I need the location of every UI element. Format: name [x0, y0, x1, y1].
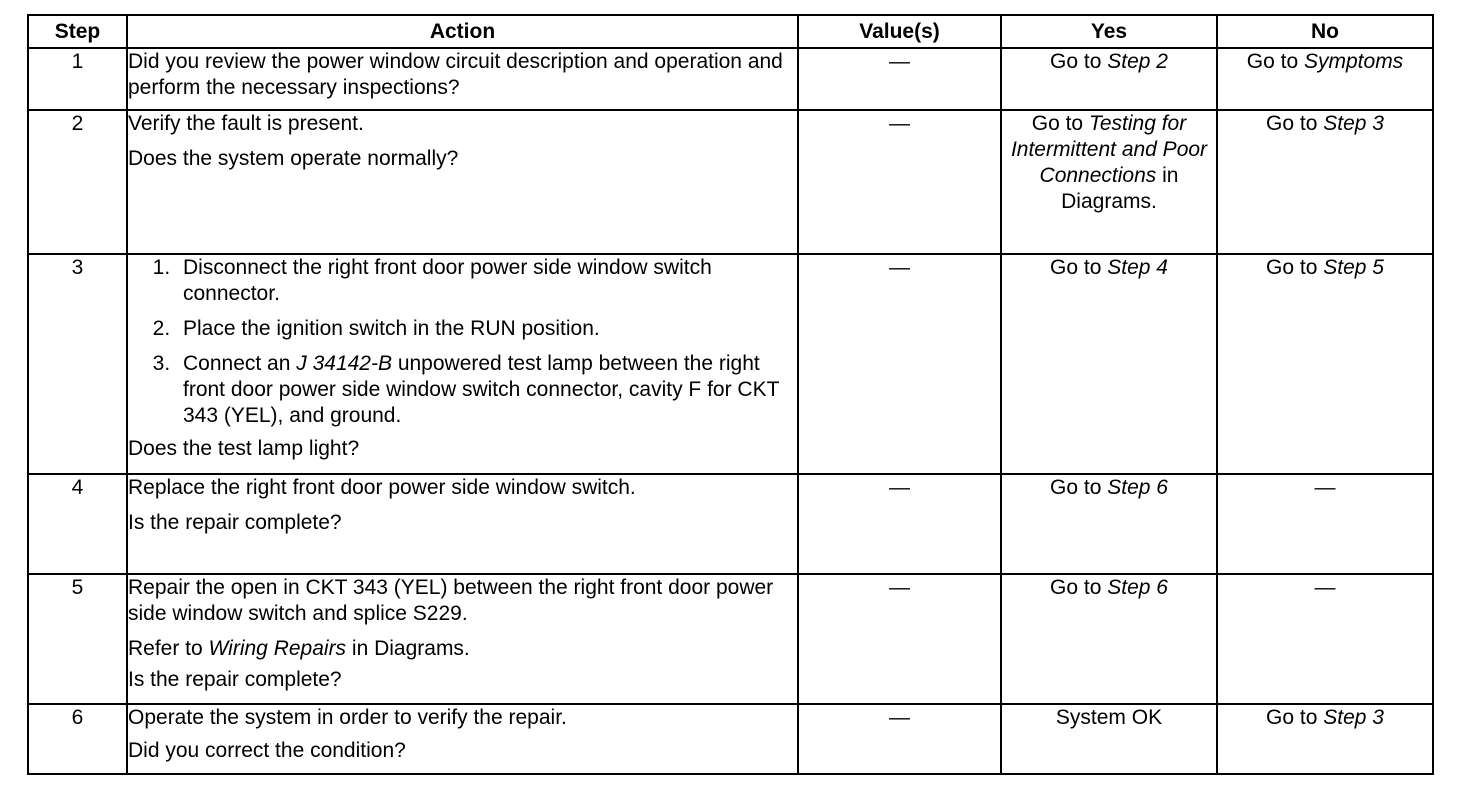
yes-step-link[interactable]: Step 6: [1107, 576, 1168, 599]
action-cell: [127, 254, 798, 474]
wiring-repairs-link[interactable]: Wiring Repairs: [208, 637, 347, 660]
step-number: 3: [28, 254, 127, 474]
no-prefix: Go to: [1266, 706, 1324, 729]
step-number: 6: [28, 704, 127, 774]
refer-prefix: Refer to: [128, 637, 209, 660]
header-row: [28, 15, 1433, 48]
yes-suffix: in Diagrams.: [1061, 164, 1179, 213]
list-item: 2. Place the ignition switch in the RUN position.: [176, 316, 797, 342]
yes-step-link[interactable]: Step 4: [1107, 256, 1168, 279]
action-question: Is the repair complete?: [128, 668, 342, 691]
procedure-list: [128, 255, 797, 429]
value-cell: —: [798, 474, 1001, 574]
action-question: Did you correct the condition?: [128, 739, 406, 762]
list-item-text: unpowered test lamp between the right front door power side window switch connector, cavity F for CKT 343 (YEL), and ground.: [183, 352, 780, 427]
step-number: 5: [28, 574, 127, 704]
action-text: Verify the fault is present.: [128, 112, 364, 135]
value-cell: —: [798, 574, 1001, 704]
yes-prefix: Go to: [1050, 256, 1108, 279]
header-yes: Yes: [1001, 15, 1217, 48]
no-cell: [1217, 704, 1433, 774]
action-question: Does the test lamp light?: [128, 437, 360, 460]
action-text: Operate the system in order to verify the repair.: [128, 706, 567, 729]
table-row-step-6: [28, 704, 1433, 774]
action-cell: [127, 474, 798, 574]
diagnostic-table: [27, 14, 1434, 775]
table-row-step-5: [28, 574, 1433, 704]
header-step: Step: [28, 15, 127, 48]
tool-number: J 34142-B: [296, 352, 392, 375]
no-cell: [1217, 254, 1433, 474]
no-prefix: Go to: [1266, 256, 1324, 279]
header-no: No: [1217, 15, 1433, 48]
no-step-link[interactable]: Step 3: [1323, 706, 1384, 729]
no-prefix: Go to: [1266, 112, 1324, 135]
list-item: [176, 351, 797, 429]
header-values: Value(s): [798, 15, 1001, 48]
list-item-text: Connect an: [183, 352, 297, 375]
no-symptoms-link[interactable]: Symptoms: [1304, 50, 1404, 73]
action-cell: [127, 110, 798, 254]
yes-prefix: Go to: [1050, 576, 1108, 599]
no-cell: —: [1217, 574, 1433, 704]
no-cell: —: [1217, 474, 1433, 574]
yes-cell: [1001, 574, 1217, 704]
list-item: 1. Disconnect the right front door power side window switch connector.: [176, 255, 797, 307]
action-text: Did you review the power window circuit description and operation and perform the necessary inspections?: [128, 50, 783, 99]
value-cell: —: [798, 48, 1001, 110]
value-cell: —: [798, 254, 1001, 474]
step-number: 4: [28, 474, 127, 574]
action-cell: [127, 704, 798, 774]
yes-cell: [1001, 254, 1217, 474]
table-row-step-1: [28, 48, 1433, 110]
yes-step-link[interactable]: Step 6: [1107, 476, 1168, 499]
yes-prefix: Go to: [1050, 50, 1108, 73]
no-step-link[interactable]: Step 3: [1323, 112, 1384, 135]
header-action: Action: [127, 15, 798, 48]
action-text: Repair the open in CKT 343 (YEL) between the right front door power side window switch and splice S229.: [128, 576, 774, 625]
action-text: Replace the right front door power side window switch.: [128, 476, 636, 499]
yes-cell: [1001, 474, 1217, 574]
yes-prefix: Go to: [1031, 112, 1089, 135]
value-cell: —: [798, 110, 1001, 254]
step-number: 2: [28, 110, 127, 254]
action-cell: [127, 48, 798, 110]
no-step-link[interactable]: Step 5: [1323, 256, 1384, 279]
action-question: Does the system operate normally?: [128, 147, 459, 170]
table-row-step-2: [28, 110, 1433, 254]
yes-cell: [1001, 48, 1217, 110]
no-cell: [1217, 110, 1433, 254]
table-row-step-3: [28, 254, 1433, 474]
refer-text: [128, 636, 797, 662]
no-prefix: Go to: [1246, 50, 1304, 73]
refer-suffix: in Diagrams.: [346, 637, 470, 660]
action-cell: [127, 574, 798, 704]
yes-prefix: Go to: [1050, 476, 1108, 499]
action-question: Is the repair complete?: [128, 511, 342, 534]
step-number: 1: [28, 48, 127, 110]
yes-cell: [1001, 110, 1217, 254]
yes-step-link[interactable]: Step 2: [1107, 50, 1168, 73]
yes-testing-link[interactable]: Testing for Intermittent and Poor Connections: [1010, 112, 1208, 187]
no-cell: [1217, 48, 1433, 110]
value-cell: —: [798, 704, 1001, 774]
table-row-step-4: [28, 474, 1433, 574]
yes-cell: System OK: [1001, 704, 1217, 774]
